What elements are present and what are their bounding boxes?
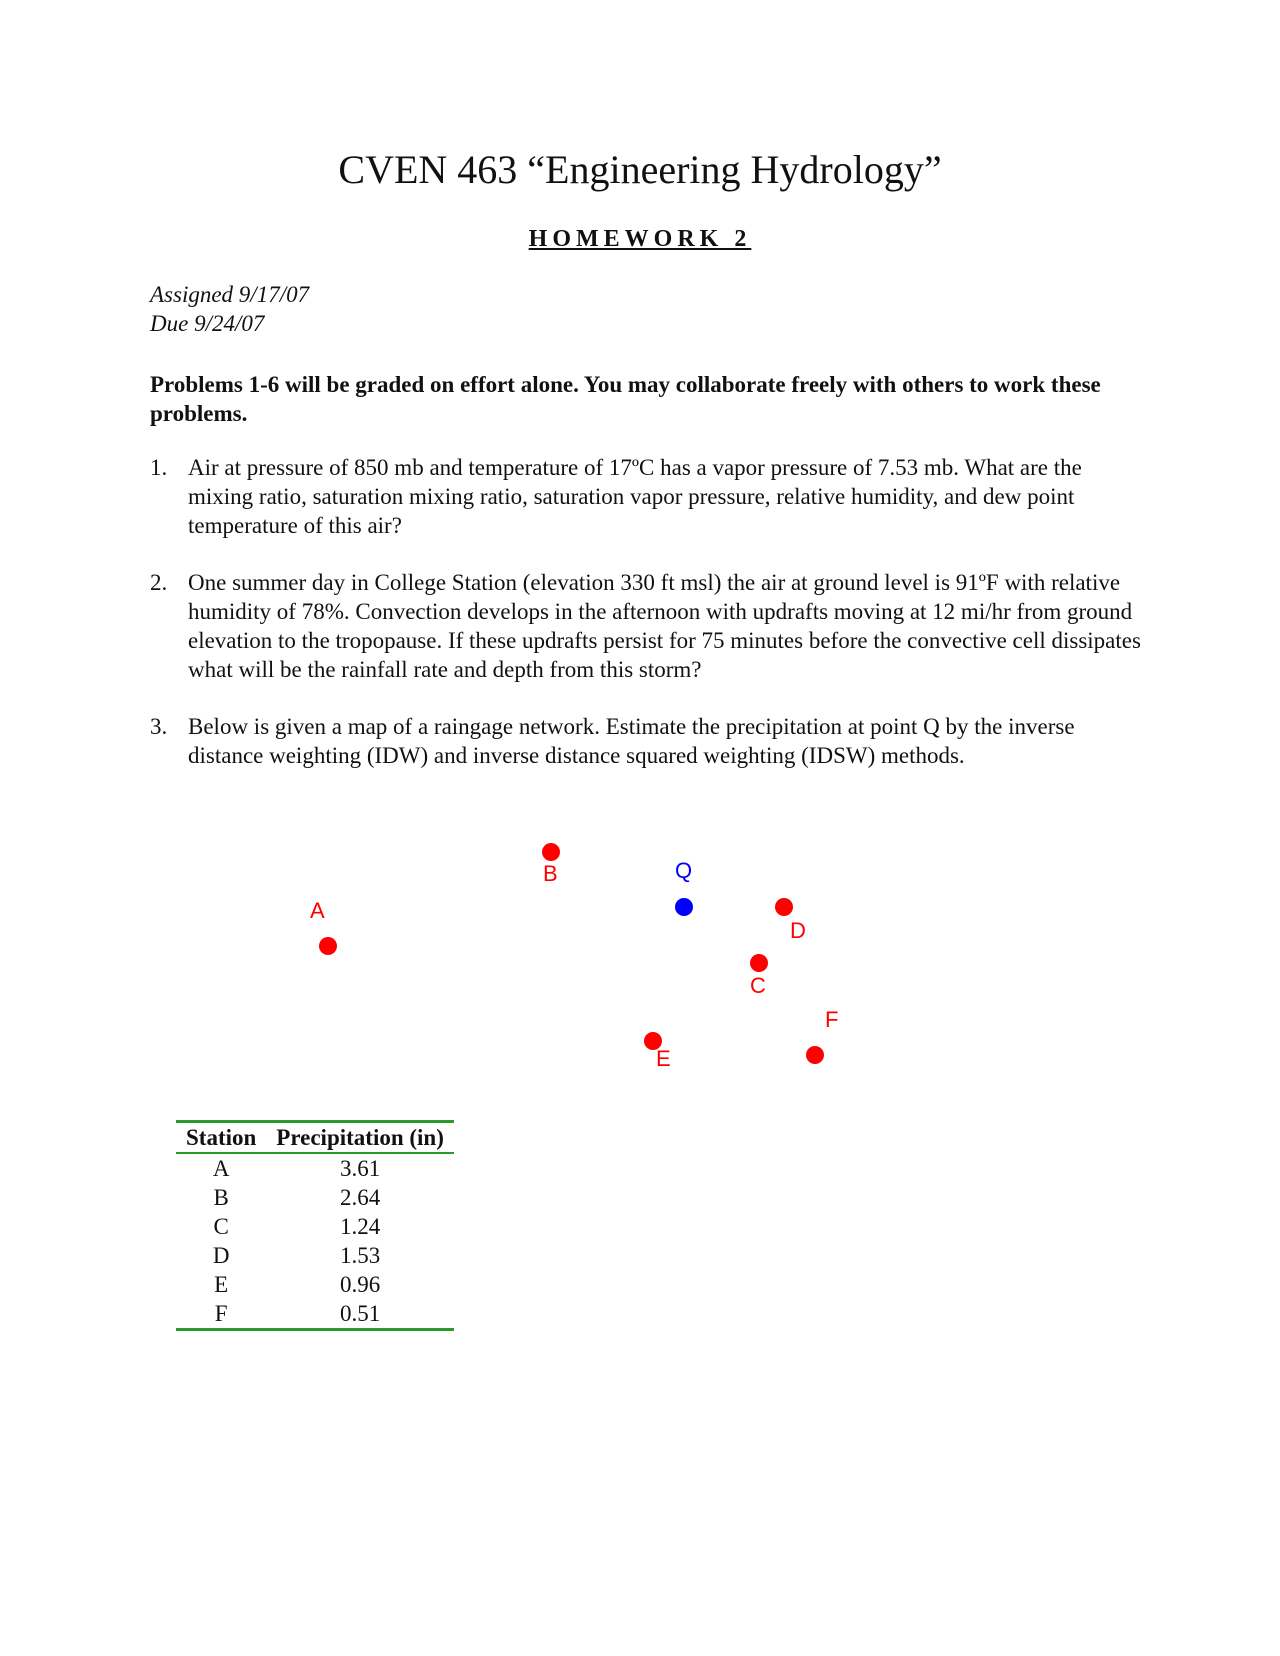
station-a-label: A bbox=[310, 898, 325, 923]
station-cell: C bbox=[213, 1213, 229, 1239]
station-a-marker bbox=[319, 937, 337, 955]
precipitation-cell: 1.53 bbox=[339, 1242, 381, 1268]
due-date: Due 9/24/07 bbox=[150, 311, 265, 336]
precipitation-cell: 1.24 bbox=[339, 1213, 381, 1239]
table-row bbox=[176, 1153, 454, 1183]
table-row bbox=[176, 1183, 454, 1212]
precipitation-cell: 0.51 bbox=[339, 1300, 381, 1326]
station-cell: A bbox=[212, 1155, 230, 1181]
problem-number: 3. bbox=[150, 714, 168, 739]
table-header-row bbox=[176, 1122, 454, 1154]
problem-1 bbox=[150, 453, 1150, 540]
table-row bbox=[176, 1270, 454, 1299]
station-c-marker bbox=[750, 954, 768, 972]
problem-2 bbox=[150, 568, 1150, 684]
problem-text: Air at pressure of 850 mb and temperature of 17ºC has a vapor pressure of 7.53 mb. What are the mixing ratio, saturation mixing ratio, saturation vapor pressure, relative humidity, and dew point temperature of this air? bbox=[188, 455, 1082, 538]
page-title: CVEN 463 “Engineering Hydrology” bbox=[338, 147, 942, 192]
grading-note: Problems 1-6 will be graded on effort alone. You may collaborate freely with others to work these problems. bbox=[150, 372, 1101, 426]
raingage-map bbox=[0, 830, 1280, 1090]
station-column-header: Station bbox=[186, 1124, 257, 1150]
precipitation-cell: 0.96 bbox=[339, 1271, 381, 1297]
station-cell: F bbox=[214, 1300, 228, 1326]
table-row bbox=[176, 1212, 454, 1241]
station-e-label: E bbox=[656, 1046, 671, 1071]
problem-number: 1. bbox=[150, 455, 168, 480]
station-cell: E bbox=[214, 1271, 229, 1297]
station-b-marker bbox=[542, 843, 560, 861]
precipitation-column-header: Precipitation (in) bbox=[276, 1124, 444, 1150]
problem-3 bbox=[150, 712, 1150, 770]
problem-text: Below is given a map of a raingage network. Estimate the precipitation at point Q by the inverse distance weighting (IDW) and inverse distance squared weighting (IDSW) methods. bbox=[188, 714, 1075, 768]
problem-text: One summer day in College Station (elevation 330 ft msl) the air at ground level is 91ºF with relative humidity of 78%. Convection develops in the afternoon with updrafts moving at 12 mi/hr from ground elevation to the tropopause. If these updrafts persist for 75 minutes before the convective cell dissipates what will be the rainfall rate and depth from this storm? bbox=[188, 570, 1141, 682]
station-d-label: D bbox=[790, 918, 806, 943]
station-b-label: B bbox=[543, 861, 558, 886]
station-cell: B bbox=[213, 1184, 229, 1210]
homework-heading bbox=[0, 226, 1280, 253]
problem-number: 2. bbox=[150, 570, 168, 595]
assigned-date: Assigned 9/17/07 bbox=[150, 282, 310, 307]
station-f-marker bbox=[806, 1046, 824, 1064]
homework-heading-text: HOMEWORK 2 bbox=[528, 226, 752, 252]
station-cell: D bbox=[212, 1242, 230, 1268]
station-c-label: C bbox=[750, 973, 766, 998]
precipitation-cell: 2.64 bbox=[339, 1184, 381, 1210]
point-q-label: Q bbox=[675, 858, 693, 883]
station-d-marker bbox=[775, 898, 793, 916]
table-row bbox=[176, 1241, 454, 1270]
precipitation-table bbox=[176, 1120, 454, 1331]
station-f-label: F bbox=[825, 1007, 839, 1032]
precipitation-cell: 3.61 bbox=[339, 1155, 381, 1181]
table-row bbox=[176, 1299, 454, 1330]
point-q-marker bbox=[675, 898, 693, 916]
